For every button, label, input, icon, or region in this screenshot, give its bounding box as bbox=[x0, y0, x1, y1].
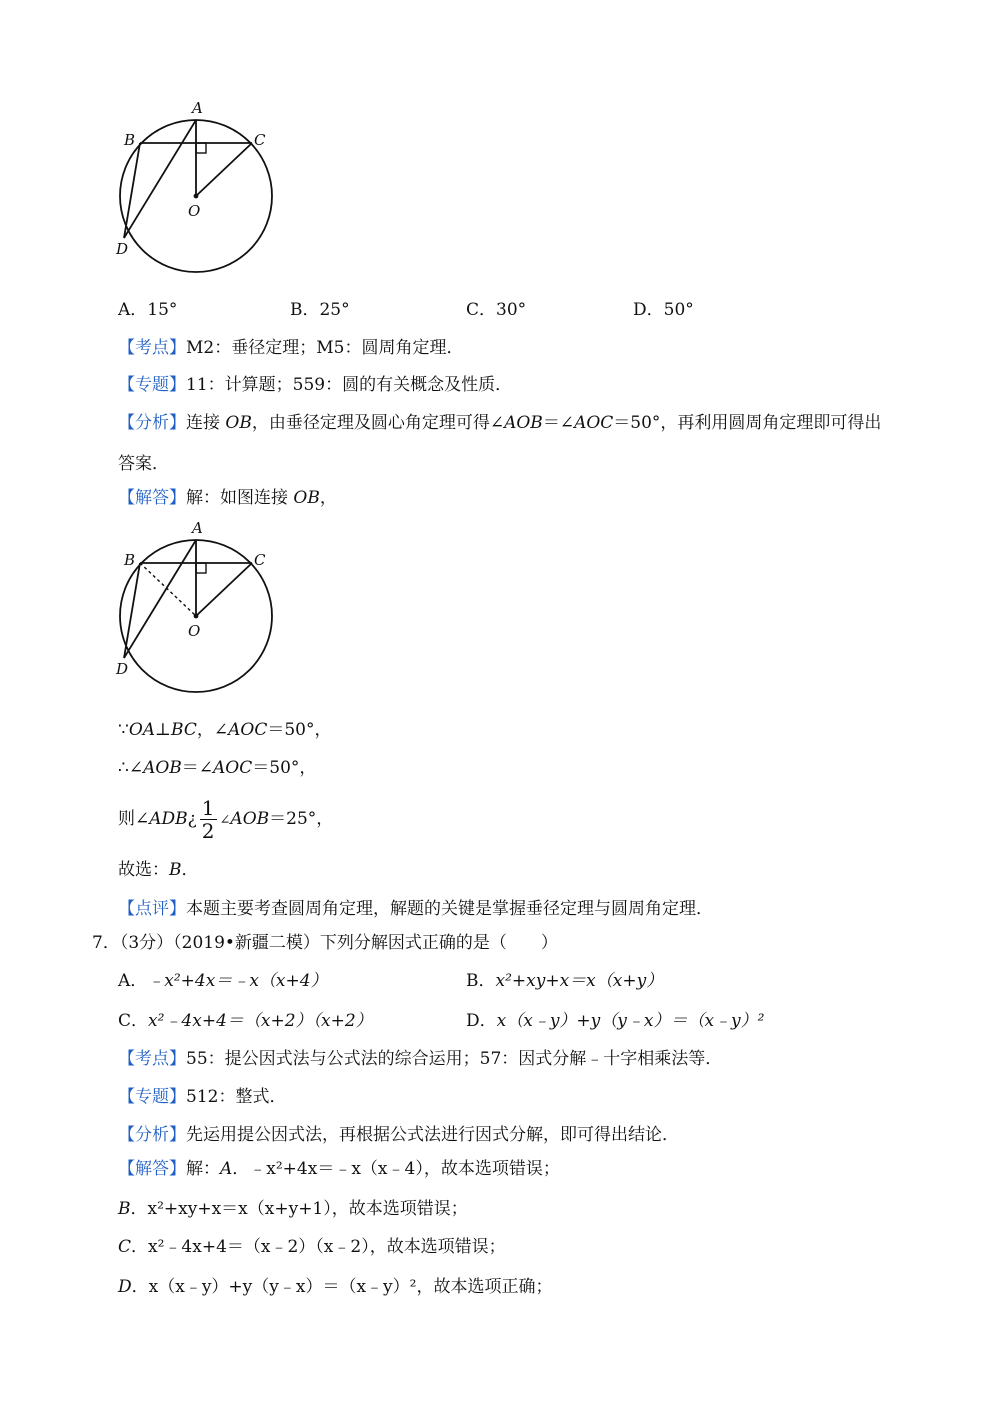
label-d: D bbox=[116, 240, 129, 258]
option-label: A bbox=[220, 1159, 233, 1179]
because-symbol: ∵ bbox=[118, 720, 129, 740]
option-label: B． bbox=[466, 971, 496, 991]
q7-solution-b bbox=[118, 1197, 468, 1221]
q6-fenxi-line2: 答案． bbox=[118, 454, 169, 474]
tag-zhuanti: 【专题】 bbox=[118, 1087, 186, 1107]
fenxi-text: ，由垂径定理及圆心角定理可得∠ bbox=[251, 413, 505, 433]
right-angle-mark bbox=[196, 563, 206, 573]
step-text: ，∠ bbox=[196, 720, 229, 740]
q7-option-d bbox=[466, 1009, 764, 1033]
label-o: O bbox=[188, 622, 201, 640]
label-o: O bbox=[188, 202, 201, 220]
q7-option-b bbox=[466, 969, 663, 993]
q7-stem: 7．（3分）（2019•新疆二模）下列分解因式正确的是（ ） bbox=[92, 933, 558, 953]
step-text: ＝∠ bbox=[181, 758, 214, 778]
solution-text: ．x²+xy+x＝x（x+y+1），故本选项错误； bbox=[130, 1199, 468, 1219]
step-text: ＝25°， bbox=[269, 809, 334, 829]
option-label: D． bbox=[466, 1011, 497, 1031]
q6-step1 bbox=[118, 718, 332, 742]
q7-kaodian bbox=[118, 1047, 722, 1071]
fraction-half bbox=[200, 797, 217, 842]
kaodian-text: M2：垂径定理；M5：圆周角定理． bbox=[186, 338, 464, 358]
perp-symbol: ⊥ bbox=[155, 720, 172, 740]
fenxi-text: ＝50°，再利用圆周角定理即可得出 bbox=[613, 413, 882, 433]
q6-step2 bbox=[118, 756, 316, 780]
option-label: A． bbox=[118, 971, 148, 991]
q7-option-a bbox=[118, 969, 328, 993]
q6-step3 bbox=[118, 797, 333, 842]
segment-ob-dashed bbox=[140, 563, 196, 616]
label-b: B bbox=[124, 551, 136, 569]
q7-fenxi bbox=[118, 1123, 679, 1147]
circle-figure-1 bbox=[110, 95, 290, 280]
fenxi-text: ＝∠ bbox=[542, 413, 575, 433]
var-bc: BC bbox=[171, 720, 197, 740]
q7-zhuanti bbox=[118, 1085, 286, 1109]
angle-symbol: ∠ bbox=[219, 813, 231, 828]
tag-jieda: 【解答】 bbox=[118, 488, 186, 508]
q6-dianping bbox=[118, 897, 713, 921]
label-a: A bbox=[192, 99, 203, 117]
glyph: ¿ bbox=[187, 809, 197, 829]
option-text: ﹣x²+4x＝﹣x（x+4） bbox=[147, 971, 328, 991]
kaodian-text: 55：提公因式法与公式法的综合运用；57：因式分解﹣十字相乘法等． bbox=[186, 1049, 723, 1069]
tag-jieda: 【解答】 bbox=[118, 1159, 186, 1179]
circle-figure-2 bbox=[110, 515, 290, 700]
therefore-symbol: ∴∠ bbox=[118, 758, 144, 778]
option-label: C． bbox=[118, 1011, 149, 1031]
jieda-text: 解：如图连接 bbox=[186, 488, 294, 508]
q7-solution-c bbox=[118, 1235, 506, 1259]
tag-dianping: 【点评】 bbox=[118, 899, 186, 919]
step-text: ＝50°， bbox=[252, 758, 317, 778]
fraction-denominator: 2 bbox=[201, 819, 215, 843]
var-aoc: AOC bbox=[574, 413, 614, 433]
q6-step4 bbox=[118, 858, 199, 882]
fraction-numerator: 1 bbox=[201, 796, 215, 820]
q7-jieda bbox=[118, 1157, 560, 1181]
label-d: D bbox=[116, 660, 129, 678]
right-angle-mark bbox=[196, 143, 206, 153]
option-label: D bbox=[118, 1277, 132, 1297]
segment-oc bbox=[196, 563, 252, 616]
option-text: x²﹣4x+4＝（x+2）（x+2） bbox=[148, 1011, 373, 1031]
center-dot bbox=[194, 614, 199, 619]
q6-jieda bbox=[118, 486, 337, 510]
zhuanti-text: 512：整式． bbox=[186, 1087, 287, 1107]
var-aob: AOB bbox=[230, 809, 270, 829]
tag-kaodian: 【考点】 bbox=[118, 338, 186, 358]
center-dot bbox=[194, 194, 199, 199]
label-c: C bbox=[254, 131, 266, 149]
tag-fenxi: 【分析】 bbox=[118, 413, 186, 433]
q7-solution-d bbox=[118, 1275, 552, 1299]
segment-oc bbox=[196, 143, 252, 196]
option-text: x²+xy+x＝x（x+y） bbox=[495, 971, 664, 991]
option-b: B．25° bbox=[290, 300, 350, 320]
option-c: C．30° bbox=[466, 300, 527, 320]
var-adb: ADB bbox=[149, 809, 188, 829]
label-c: C bbox=[254, 551, 266, 569]
fenxi-text: 连接 bbox=[186, 413, 226, 433]
var-ob: OB bbox=[225, 413, 252, 433]
jieda-text: ， bbox=[319, 488, 337, 508]
var-aoc: AOC bbox=[213, 758, 253, 778]
zhuanti-text: 11：计算题；559：圆的有关概念及性质． bbox=[186, 375, 513, 395]
option-text: x（x﹣y）+y（y﹣x）＝（x﹣y）² bbox=[496, 1011, 765, 1031]
var-aob: AOB bbox=[143, 758, 182, 778]
dianping-text: 本题主要考查圆周角定理，解题的关键是掌握垂径定理与圆周角定理． bbox=[186, 899, 713, 919]
step-text: 则∠ bbox=[118, 809, 150, 829]
tag-kaodian: 【考点】 bbox=[118, 1049, 186, 1069]
step-text: ． bbox=[181, 860, 199, 880]
solution-text: ．x²﹣4x+4＝（x﹣2）（x﹣2），故本选项错误； bbox=[131, 1237, 506, 1257]
var-aoc: AOC bbox=[228, 720, 268, 740]
jieda-text: 解： bbox=[186, 1159, 220, 1179]
solution-text: ．﹣x²+4x＝﹣x（x﹣4），故本选项错误； bbox=[232, 1159, 560, 1179]
option-d: D．50° bbox=[633, 300, 694, 320]
fenxi-text: 先运用提公因式法，再根据公式法进行因式分解，即可得出结论． bbox=[186, 1125, 679, 1145]
q6-fenxi bbox=[118, 411, 881, 435]
label-b: B bbox=[124, 131, 136, 149]
option-label: C bbox=[118, 1237, 132, 1257]
q6-kaodian bbox=[118, 336, 463, 360]
answer: B bbox=[169, 860, 182, 880]
tag-fenxi: 【分析】 bbox=[118, 1125, 186, 1145]
step-text: 故选： bbox=[118, 860, 169, 880]
step-text: ＝50°， bbox=[267, 720, 332, 740]
q7-option-c bbox=[118, 1009, 373, 1033]
option-a: A．15° bbox=[118, 300, 178, 320]
tag-zhuanti: 【专题】 bbox=[118, 375, 186, 395]
var-oa: OA bbox=[128, 720, 156, 740]
q6-zhuanti bbox=[118, 373, 512, 397]
var-aob: AOB bbox=[504, 413, 543, 433]
var-ob: OB bbox=[293, 488, 320, 508]
solution-text: ．x（x﹣y）+y（y﹣x）＝（x﹣y）²，故本选项正确； bbox=[131, 1277, 553, 1297]
label-a: A bbox=[192, 519, 203, 537]
option-label: B bbox=[118, 1199, 131, 1219]
